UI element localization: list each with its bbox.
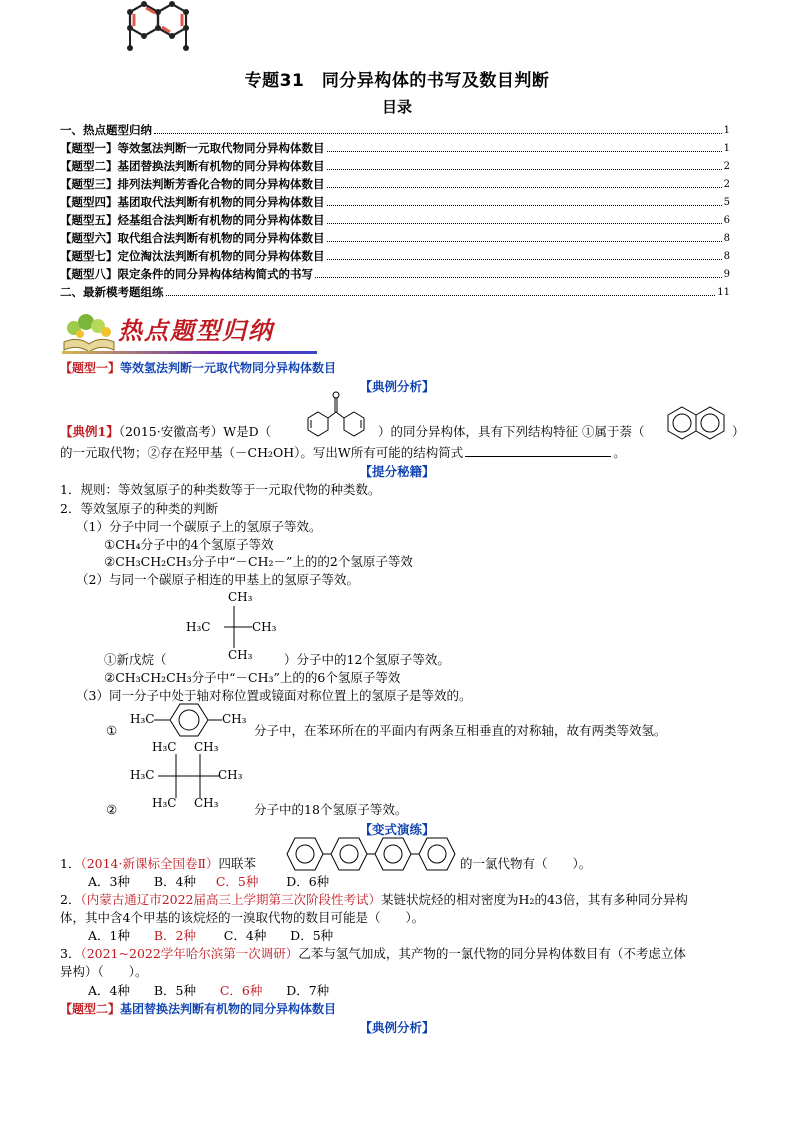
open-book-icon xyxy=(60,312,118,354)
toc-item[interactable]: 【题型二】基团替换法判断有机物的同分异构体数目 2 xyxy=(60,159,730,173)
tips-label: 【提分秘籍】 xyxy=(359,464,435,479)
option-b[interactable]: B．2种 xyxy=(153,928,196,943)
toc-item[interactable]: 一、热点题型归纳 1 xyxy=(60,123,730,137)
benzophenone-structure xyxy=(296,390,376,444)
rule-2-1: （1）分子中同一个碳原子上的氢原子等效。 xyxy=(76,519,322,534)
toc-item[interactable]: 【题型六】取代组合法判断有机物的同分异构体数目 8 xyxy=(60,231,730,245)
toc-title: 目录 xyxy=(381,98,412,116)
example-1-line1c: ） xyxy=(732,424,745,439)
question-1-tail: 的一氯代物有（ ）。 xyxy=(460,856,592,871)
hexamethylethane-bonds xyxy=(158,752,224,800)
neopentane-bonds xyxy=(208,604,254,650)
neopentane-ch3-right: CH₃ xyxy=(252,620,277,634)
toc-item[interactable]: 【题型一】等效氢法判断一元取代物同分异构体数目 1 xyxy=(60,141,730,155)
p-xylene-ring xyxy=(154,702,224,738)
toc-item[interactable]: 二、最新模考题组练 11 xyxy=(60,285,730,299)
hme-h3c-2: H₃C xyxy=(130,768,155,782)
question-2-line2: 体，其中含4个甲基的该烷烃的一溴取代物的数目可能是（ ）。 xyxy=(60,910,425,925)
rule-1: 1．规则：等效氢原子的种类数等于一元取代物的种类数。 xyxy=(60,482,381,497)
example-1-line1: 【典例1】（2015·安徽高考）W是D（ xyxy=(60,424,272,439)
option-c[interactable]: C．4种 xyxy=(223,928,267,943)
hme-ch3-1: CH₃ xyxy=(194,740,219,754)
question-3-options xyxy=(88,982,329,999)
section-banner: 热点题型归纳 xyxy=(118,316,274,345)
page-title: 专题31 同分异构体的书写及数目判断 xyxy=(244,71,550,91)
option-d[interactable]: D．6种 xyxy=(286,874,330,889)
option-d[interactable]: D．7种 xyxy=(286,983,330,998)
naphthalene-structure xyxy=(666,404,730,442)
option-b[interactable]: B．4种 xyxy=(153,874,196,889)
question-1-stem: 1．（2014·新课标全国卷Ⅱ）四联苯 xyxy=(60,856,257,871)
option-a[interactable]: A．4种 xyxy=(88,983,130,998)
hme-ch3-2: CH₃ xyxy=(218,768,243,782)
type1-heading: 【题型一】等效氢法判断一元取代物同分异构体数目 xyxy=(60,361,337,375)
question-1-options xyxy=(88,873,329,890)
rule-2-2b: ②CH₃CH₂CH₃分子中“－CH₃”上的的6个氢原子等效 xyxy=(104,670,401,685)
rule-2-1b: ②CH₃CH₂CH₃分子中“－CH₂－”上的的2个氢原子等效 xyxy=(104,554,413,569)
naphthalene-logo-icon xyxy=(122,0,194,58)
option-a[interactable]: A．3种 xyxy=(88,874,130,889)
hme-h3c-3: H₃C xyxy=(152,796,177,810)
toc-item[interactable]: 【题型七】定位淘汰法判断有机物的同分异构体数目 8 xyxy=(60,249,730,263)
rule-2-2a-pre: ①新戊烷（ xyxy=(104,652,167,667)
question-2-options xyxy=(88,927,333,944)
hme-h3c-1: H₃C xyxy=(152,740,177,754)
practice-label: 【变式演练】 xyxy=(359,822,435,837)
rule-2-2a-post: ）分子中的12个氢原子等效。 xyxy=(284,652,450,667)
xylene-ch3: CH₃ xyxy=(222,712,247,726)
option-c[interactable]: C．6种 xyxy=(219,983,263,998)
xylene-h3c: H₃C xyxy=(130,712,155,726)
rule-2-3b-num: ② xyxy=(106,802,118,817)
toc-item[interactable]: 【题型四】基团取代法判断有机物的同分异构体数目 5 xyxy=(60,195,730,209)
neopentane-ch3-top: CH₃ xyxy=(228,590,253,604)
question-2-line1: 2．（内蒙古通辽市2022届高三上学期第三次阶段性考试）某链状烷烃的相对密度为H₂的43倍，其有多种同分异构 xyxy=(60,892,688,907)
example-1-line1b: ）的同分异构体，具有下列结构特征 ①属于萘（ xyxy=(378,424,645,439)
rule-2-3b: 分子中的18个氢原子等效。 xyxy=(254,802,408,817)
question-3-line2: 异构）（ ）。 xyxy=(60,964,148,979)
example-1-line2: 的一元取代物；②存在羟甲基（－CH₂OH）。写出W所有可能的结构简式 。 xyxy=(60,445,626,460)
rule-2-1a: ①CH₄分子中的4个氢原子等效 xyxy=(104,537,274,552)
hme-ch3-3: CH₃ xyxy=(194,796,219,810)
neopentane-ch3-bottom: CH₃ xyxy=(228,648,253,662)
option-c[interactable]: C．5种 xyxy=(215,874,259,889)
example-analysis-label-2: 【典例分析】 xyxy=(359,1020,435,1035)
toc-item[interactable]: 【题型三】排列法判断芳香化合物的同分异构体数目 2 xyxy=(60,177,730,191)
toc-item[interactable]: 【题型五】烃基组合法判断有机物的同分异构体数目 6 xyxy=(60,213,730,227)
option-b[interactable]: B．5种 xyxy=(153,983,196,998)
option-d[interactable]: D．5种 xyxy=(290,928,334,943)
toc-item[interactable]: 【题型八】限定条件的同分异构体结构简式的书写 9 xyxy=(60,267,730,281)
question-3-line1: 3．（2021~2022学年哈尔滨第一次调研）乙苯与氢气加成，其产物的一氯代物的同分异构体数目有（不考虑立体 xyxy=(60,946,686,961)
rule-2-3a: 分子中，在苯环所在的平面内有两条互相垂直的对称轴，故有两类等效氢。 xyxy=(254,723,667,738)
rule-2-2: （2）与同一个碳原子相连的甲基上的氢原子等效。 xyxy=(76,572,359,587)
type2-heading: 【题型二】基团替换法判断有机物的同分异构体数目 xyxy=(60,1002,337,1016)
rule-2: 2．等效氢原子的种类的判断 xyxy=(60,501,218,516)
rule-2-3: （3）同一分子中处于轴对称位置或镜面对称位置上的氢原子是等效的。 xyxy=(76,688,472,703)
banner-underline xyxy=(62,351,317,354)
rule-2-3a-num: ① xyxy=(106,723,118,738)
example-analysis-label: 【典例分析】 xyxy=(359,379,435,394)
neopentane-h3c: H₃C xyxy=(186,620,211,634)
table-of-contents xyxy=(60,120,730,300)
option-a[interactable]: A．1种 xyxy=(88,928,130,943)
quaterphenyl-structure xyxy=(285,834,459,874)
